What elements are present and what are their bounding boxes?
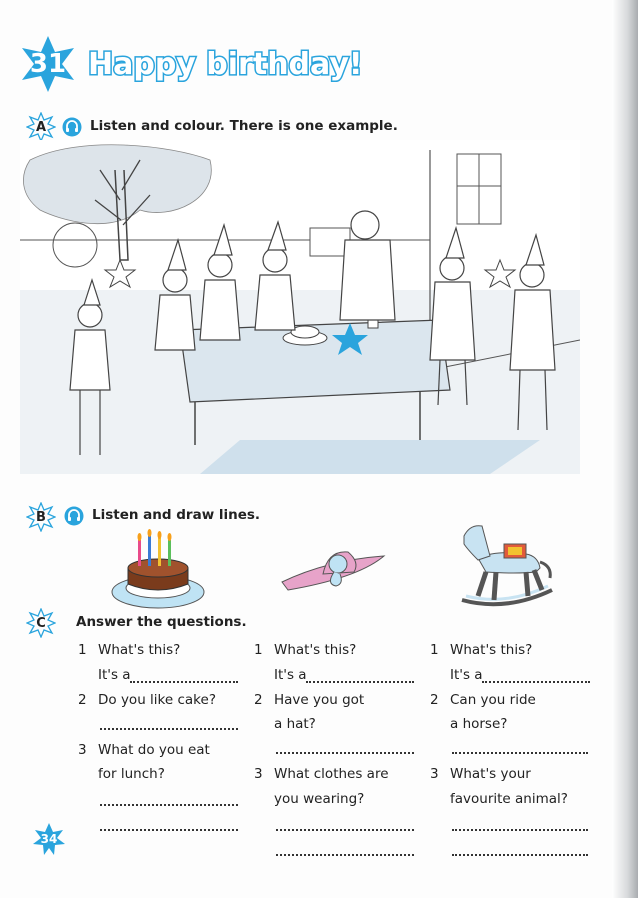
party-scene-illustration bbox=[20, 140, 580, 474]
question-text: What's this? bbox=[274, 642, 357, 658]
question-number: 1 bbox=[254, 642, 263, 658]
answer-stem: It's a bbox=[274, 667, 307, 683]
question-text: What do you eat bbox=[98, 742, 210, 758]
page-spine bbox=[612, 0, 638, 898]
answer-line[interactable] bbox=[276, 829, 414, 831]
hat-icon bbox=[278, 538, 388, 596]
question-number: 3 bbox=[430, 766, 439, 782]
answer-line[interactable] bbox=[100, 728, 238, 730]
answer-stem: It's a bbox=[98, 667, 131, 683]
question-number: 1 bbox=[78, 642, 87, 658]
question-text: Have you got bbox=[274, 692, 365, 708]
answer-line[interactable] bbox=[482, 681, 590, 683]
question-number: 2 bbox=[430, 692, 439, 708]
section-a-letter: A bbox=[35, 119, 47, 135]
question-text: What's your bbox=[450, 766, 531, 782]
birthday-cake-icon bbox=[108, 526, 208, 612]
answer-line[interactable] bbox=[452, 752, 588, 754]
question-text: a hat? bbox=[274, 716, 316, 732]
answer-line[interactable] bbox=[100, 829, 238, 831]
question-number: 3 bbox=[254, 766, 263, 782]
answer-line[interactable] bbox=[452, 829, 588, 831]
svg-text:Happy birthday!: Happy birthday! bbox=[88, 47, 363, 82]
answer-line[interactable] bbox=[100, 804, 238, 806]
headphones-icon bbox=[64, 506, 84, 526]
question-text: What's this? bbox=[98, 642, 181, 658]
section-b-letter: B bbox=[36, 509, 46, 525]
unit-number: 31 bbox=[29, 49, 67, 79]
question-number: 1 bbox=[430, 642, 439, 658]
answer-line[interactable] bbox=[276, 854, 414, 856]
section-b-instruction: Listen and draw lines. bbox=[92, 507, 261, 523]
question-number: 3 bbox=[78, 742, 87, 758]
question-text: a horse? bbox=[450, 716, 508, 732]
section-c-letter: C bbox=[36, 615, 46, 631]
answer-stem: It's a bbox=[450, 667, 483, 683]
section-a-instruction: Listen and colour. There is one example. bbox=[90, 118, 398, 134]
question-number: 2 bbox=[78, 692, 87, 708]
unit-title bbox=[80, 36, 370, 92]
rocking-horse-icon bbox=[456, 516, 556, 612]
section-c-instruction: Answer the questions. bbox=[76, 614, 247, 630]
question-number: 2 bbox=[254, 692, 263, 708]
question-text: for lunch? bbox=[98, 766, 165, 782]
question-text: Can you ride bbox=[450, 692, 536, 708]
question-text: you wearing? bbox=[274, 791, 365, 807]
question-text: What clothes are bbox=[274, 766, 389, 782]
question-text: What's this? bbox=[450, 642, 533, 658]
question-text: Do you like cake? bbox=[98, 692, 216, 708]
headphones-icon bbox=[62, 117, 82, 137]
page-number: 34 bbox=[40, 832, 58, 846]
answer-line[interactable] bbox=[452, 854, 588, 856]
answer-line[interactable] bbox=[130, 681, 238, 683]
question-text: favourite animal? bbox=[450, 791, 568, 807]
answer-line[interactable] bbox=[306, 681, 414, 683]
answer-line[interactable] bbox=[276, 752, 414, 754]
